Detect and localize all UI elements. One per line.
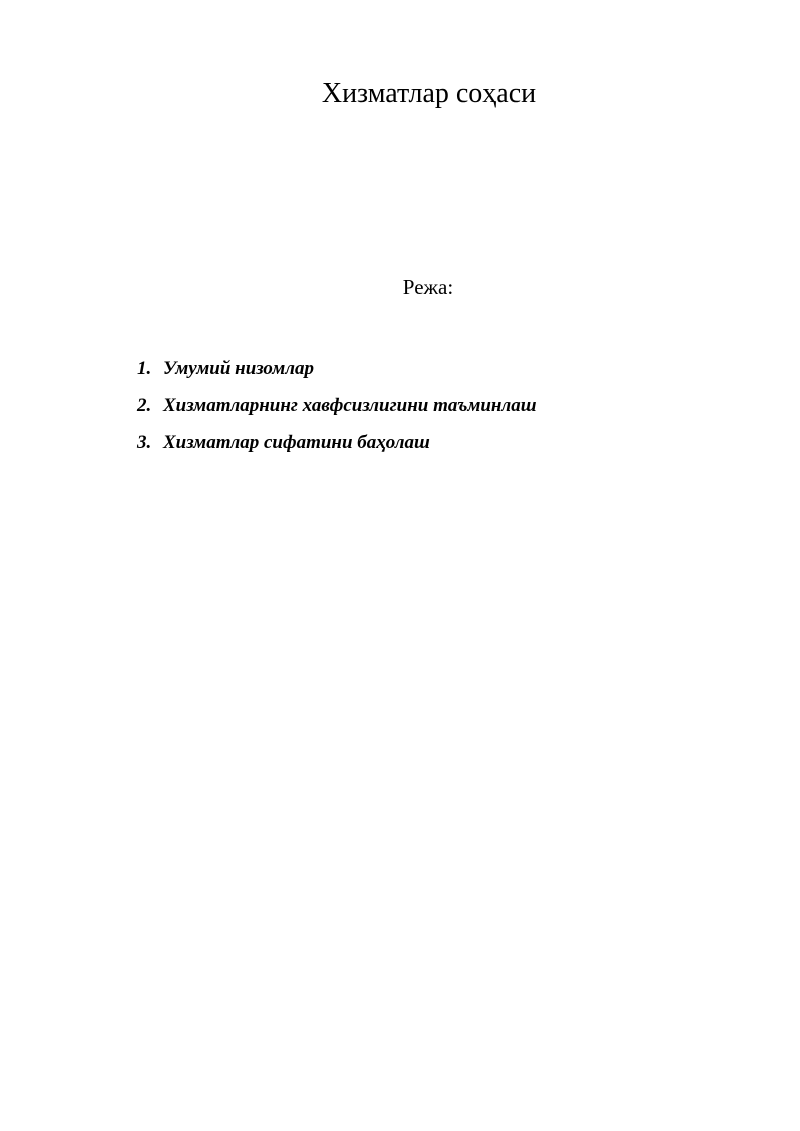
plan-item-text: Хизматларнинг хавфсизлигини таъминлаш bbox=[163, 395, 537, 416]
plan-item-text: Хизматлар сифатини баҳолаш bbox=[163, 432, 430, 453]
plan-item-number: 1. bbox=[137, 358, 152, 379]
plan-item-number: 2. bbox=[137, 395, 152, 416]
plan-item-number: 3. bbox=[137, 432, 152, 453]
plan-list-item bbox=[137, 428, 737, 465]
plan-list-item bbox=[137, 354, 737, 391]
page-title: Хизматлар соҳаси bbox=[321, 78, 537, 109]
plan-list bbox=[137, 354, 737, 465]
plan-heading: Режа: bbox=[402, 275, 454, 299]
plan-list-item bbox=[137, 391, 737, 428]
plan-item-text: Умумий низомлар bbox=[163, 358, 314, 379]
